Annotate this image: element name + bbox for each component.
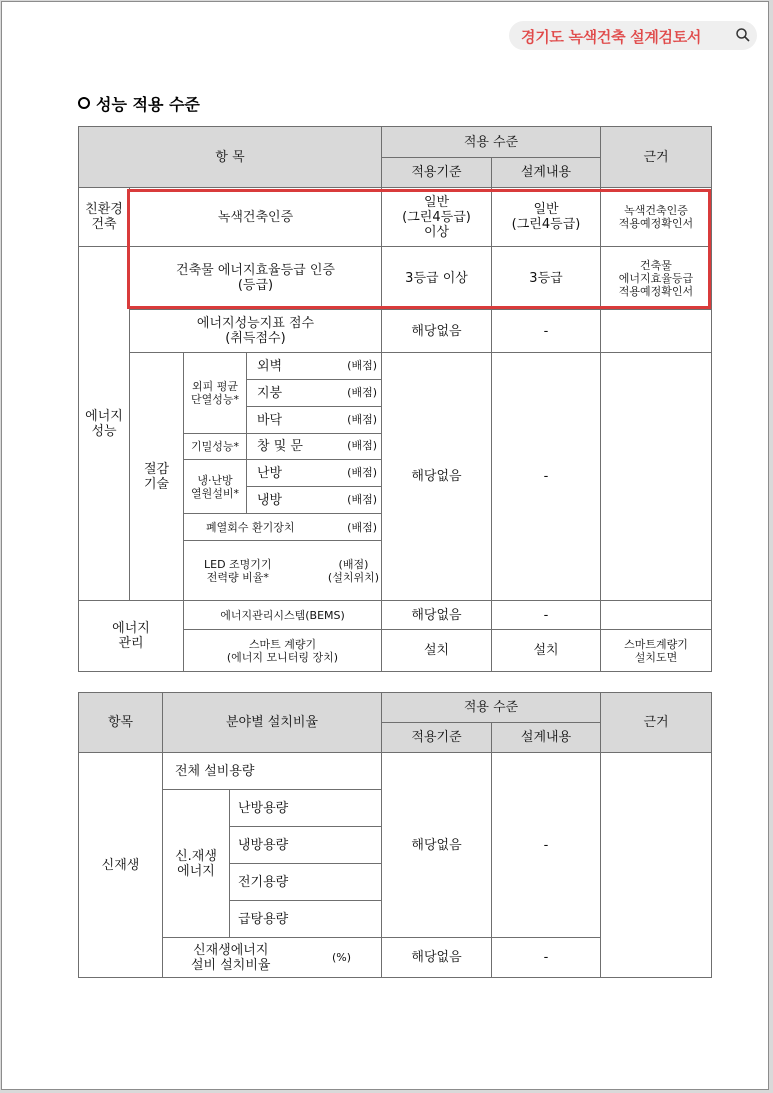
green-cert-basis: 녹색건축인증 적용예정확인서: [601, 188, 712, 247]
green-cert-label: 녹색건축인증: [130, 188, 382, 247]
hvac-label: 냉·난방 열원설비*: [184, 460, 247, 514]
header-standard: 적용기준: [382, 158, 492, 188]
t2-header-design: 설계내용: [492, 723, 601, 753]
install-ratio-design: -: [492, 938, 601, 978]
saving-basis: [601, 353, 712, 601]
epi-design: -: [492, 310, 601, 353]
search-icon[interactable]: [735, 27, 751, 43]
bems-label: 에너지관리시스템(BEMS): [184, 601, 382, 630]
efficiency-cert-design: 3등급: [492, 247, 601, 310]
heating-capacity-label: 난방용량: [230, 790, 382, 827]
roof-score: (배점): [347, 385, 377, 399]
window-score: (배점): [347, 439, 377, 452]
t2-header-level: 적용 수준: [382, 693, 601, 723]
saving-tech-label: 절감 기술: [130, 353, 184, 601]
renewable-energy-label: 신.재생 에너지: [163, 790, 230, 938]
bems-standard: 해당없음: [382, 601, 492, 630]
t2-header-basis: 근거: [601, 693, 712, 753]
wall-score: (배점): [347, 358, 377, 372]
install-ratio-standard: 해당없음: [382, 938, 492, 978]
search-bar[interactable]: [509, 21, 757, 50]
eco-category: 친환경 건축: [79, 188, 130, 247]
led-label: LED 조명기기 전력량 비율*: [204, 557, 272, 584]
smart-meter-basis: 스마트계량기 설치도면: [601, 630, 712, 672]
renewable-basis: [601, 753, 712, 978]
t2-header-ratio: 분야별 설치비율: [163, 693, 382, 753]
install-ratio-label: 신재생에너지 설비 설치비율: [191, 942, 271, 973]
section-title: [78, 92, 200, 115]
green-cert-design: 일반 (그린4등급): [492, 188, 601, 247]
saving-standard: 해당없음: [382, 353, 492, 601]
section-title-text: 성능 적용 수준: [96, 95, 200, 114]
epi-standard: 해당없음: [382, 310, 492, 353]
floor-label: 바닥: [257, 412, 283, 428]
bems-basis: [601, 601, 712, 630]
renewable-design: -: [492, 753, 601, 938]
roof-row: [247, 380, 382, 407]
led-row: [184, 541, 382, 601]
wall-row: [247, 353, 382, 380]
heating-label: 난방: [257, 465, 283, 481]
performance-table: [78, 126, 712, 672]
heating-row: [247, 460, 382, 487]
electric-capacity-label: 전기용량: [230, 864, 382, 901]
efficiency-cert-standard: 3등급 이상: [382, 247, 492, 310]
install-ratio-unit: (%): [331, 951, 352, 964]
epi-label: 에너지성능지표 점수 (취득점수): [130, 310, 382, 353]
cooling-row: [247, 487, 382, 514]
cooling-score: (배점): [347, 492, 377, 506]
smart-meter-design: 설치: [492, 630, 601, 672]
green-cert-standard: 일반 (그린4등급) 이상: [382, 188, 492, 247]
t2-header-item: 항목: [79, 693, 163, 753]
hotwater-capacity-label: 급탕용량: [230, 901, 382, 938]
smart-meter-label: 스마트 계량기 (에너지 모니터링 장치): [184, 630, 382, 672]
total-capacity-label: 전체 설비용량: [163, 753, 382, 790]
wall-label: 외벽: [257, 358, 283, 374]
floor-score: (배점): [347, 412, 377, 426]
vent-label: 폐열회수 환기장치: [206, 520, 295, 534]
header-level: 적용 수준: [382, 127, 601, 158]
header-item: 항 목: [79, 127, 382, 188]
efficiency-cert-basis: 건축물 에너지효율등급 적용예정확인서: [601, 247, 712, 310]
header-basis: 근거: [601, 127, 712, 188]
document-page: [1, 1, 769, 1090]
bems-design: -: [492, 601, 601, 630]
led-score: (배점) (설치위치): [327, 557, 379, 584]
renewable-table: [78, 692, 712, 978]
renewable-standard: 해당없음: [382, 753, 492, 938]
efficiency-cert-label: 건축물 에너지효율등급 인증 (등급): [130, 247, 382, 310]
header-design: 설계내용: [492, 158, 601, 188]
saving-design: -: [492, 353, 601, 601]
search-query-text: 경기도 녹색건축 설계검토서: [521, 28, 702, 46]
smart-meter-standard: 설치: [382, 630, 492, 672]
heating-score: (배점): [347, 465, 377, 479]
floor-row: [247, 407, 382, 434]
cooling-capacity-label: 냉방용량: [230, 827, 382, 864]
window-label: 창 및 문: [257, 439, 303, 454]
epi-basis: [601, 310, 712, 353]
energy-category: 에너지 성능: [79, 247, 130, 601]
vent-row: [184, 514, 382, 541]
vent-score: (배점): [347, 520, 377, 534]
cooling-label: 냉방: [257, 492, 283, 508]
t2-header-standard: 적용기준: [382, 723, 492, 753]
roof-label: 지붕: [257, 385, 283, 401]
insulation-label: 외피 평균 단열성능*: [184, 353, 247, 434]
window-row: [247, 434, 382, 460]
mgmt-category: 에너지 관리: [79, 601, 184, 672]
install-ratio-row: [163, 938, 382, 978]
circle-bullet-icon: [78, 97, 90, 109]
renewable-category: 신재생: [79, 753, 163, 978]
airtight-label: 기밀성능*: [184, 434, 247, 460]
